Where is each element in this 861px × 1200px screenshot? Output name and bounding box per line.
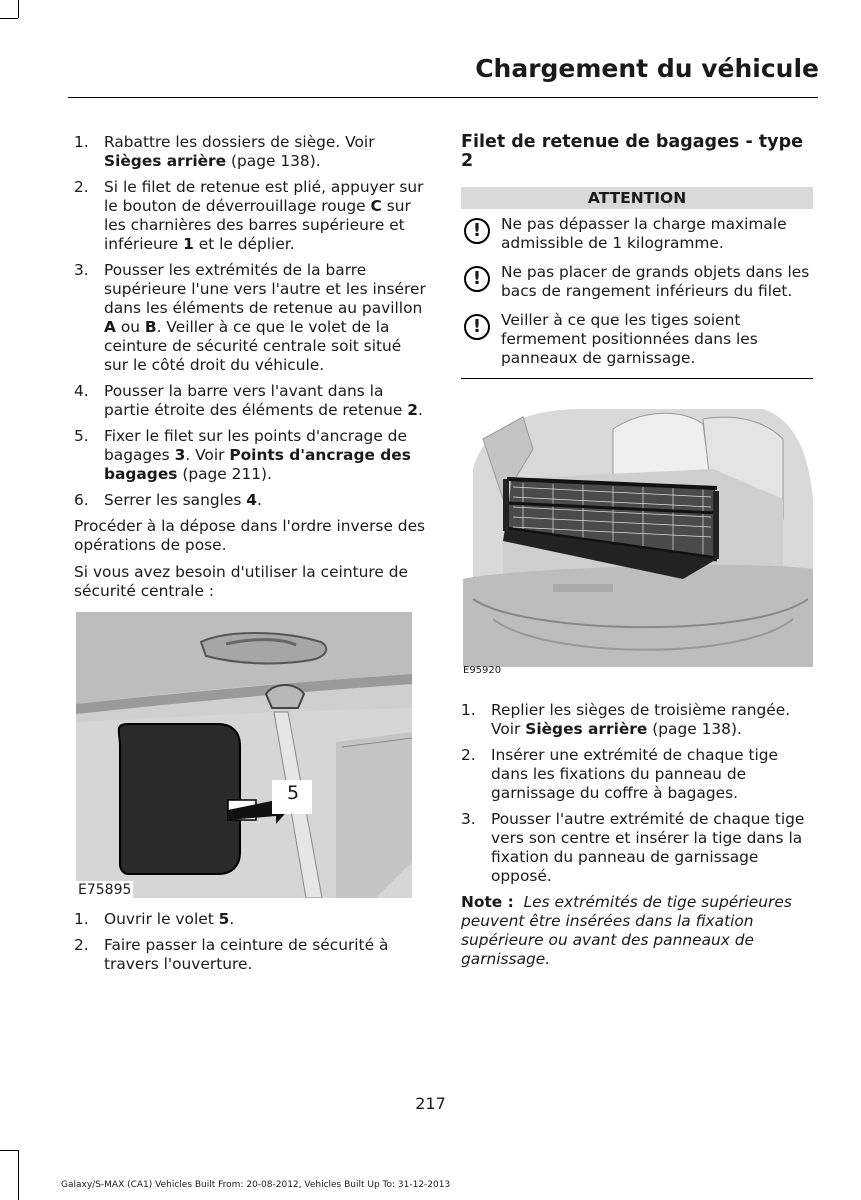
step-text-segment: . xyxy=(418,401,423,419)
attention-bar: ATTENTION xyxy=(461,187,813,209)
step-item xyxy=(74,261,426,375)
paragraph-center-belt: Si vous avez besoin d'utiliser la ceinture de sécurité centrale : xyxy=(74,563,408,600)
step-text-bold: 3 xyxy=(174,446,186,464)
crop-mark-top-left-h xyxy=(0,18,18,19)
step-number: 4. xyxy=(74,382,89,400)
step-text xyxy=(491,701,790,738)
warning-item xyxy=(461,215,813,253)
step-item xyxy=(74,427,426,484)
step-number: 2. xyxy=(74,178,89,196)
step-text-segment: et le déplier. xyxy=(193,235,295,253)
steps-list-belt xyxy=(74,910,426,974)
step-item xyxy=(74,178,426,254)
figure-luggage-net xyxy=(463,409,813,681)
step-number: 1. xyxy=(74,910,89,928)
step-text-segment: (page 138). xyxy=(647,720,742,738)
warning-text: Veiller à ce que les tiges soient fermement positionnées dans les panneaux de garnissage. xyxy=(501,311,758,367)
step-text xyxy=(491,746,778,802)
warning-item xyxy=(461,263,813,301)
step-text-segment: Si le filet de retenue est plié, appuyer sur le bouton de déverrouillage rouge xyxy=(104,178,424,215)
step-text-segment: ou xyxy=(115,318,145,336)
step-text-bold: A xyxy=(104,318,116,336)
crop-mark-top-left-v xyxy=(18,0,19,18)
step-text-segment: Faire passer la ceinture de sécurité à travers l'ouverture. xyxy=(104,936,389,973)
paragraph-removal: Procéder à la dépose dans l'ordre inverse des opérations de pose. xyxy=(74,517,426,554)
step-text xyxy=(104,261,426,374)
step-text-bold: 1 xyxy=(183,235,194,253)
step-text-segment: Fixer le filet sur les points d'ancrage de bagages xyxy=(104,427,407,464)
step-text-segment: (page 138). xyxy=(226,152,321,170)
attention-rule xyxy=(461,378,813,379)
warning-item xyxy=(461,311,813,368)
step-number: 6. xyxy=(74,491,89,509)
step-text-segment: sur les charnières des barres supérieure et inférieure xyxy=(104,197,411,253)
note-label: Note : xyxy=(461,893,514,911)
step-text xyxy=(104,133,375,170)
step-item xyxy=(74,910,426,929)
step-item xyxy=(74,491,426,510)
step-text xyxy=(104,910,234,928)
crop-mark-bottom-left-h xyxy=(0,1150,18,1151)
step-number: 3. xyxy=(74,261,89,279)
page-title: Chargement du véhicule xyxy=(475,54,819,83)
left-column xyxy=(74,133,426,981)
step-text-segment: . xyxy=(229,910,235,928)
note xyxy=(461,893,813,969)
step-text-segment: Insérer une extrémité de chaque tige dans les fixations du panneau de garnissage du coffre à bagages. xyxy=(491,746,779,802)
title-rule xyxy=(68,97,818,98)
step-number: 2. xyxy=(461,746,476,764)
luggage-net-illustration xyxy=(463,409,813,667)
step-item xyxy=(461,810,813,886)
step-text-bold: Sièges arrière xyxy=(104,152,227,170)
exclamation-circle-icon: ! xyxy=(464,266,490,292)
step-number: 3. xyxy=(461,810,476,828)
page-number: 217 xyxy=(415,1094,446,1113)
step-text-segment: Serrer les sangles xyxy=(104,491,247,509)
footer: Galaxy/S-MAX (CA1) Vehicles Built From: 20-08-2012, Vehicles Built Up To: 31-12-2013 xyxy=(61,1180,451,1190)
step-number: 2. xyxy=(74,936,89,954)
step-text-segment: Pousser la barre vers l'avant dans la partie étroite des éléments de retenue xyxy=(104,382,408,419)
callout-5: 5 xyxy=(287,782,300,804)
right-column xyxy=(461,133,813,977)
step-text-segment: Pousser l'autre extrémité de chaque tige vers son centre et insérer la tige dans la fixation du panneau de garnissage opposé. xyxy=(491,810,805,885)
warnings-list xyxy=(461,215,813,368)
crop-mark-bottom-left-v xyxy=(18,1150,19,1200)
step-text-segment: Pousser les extrémités de la barre supérieure l'une vers l'autre et les insérer dans les éléments de retenue au pavillon xyxy=(104,261,426,317)
warning-text: Ne pas placer de grands objets dans les bacs de rangement inférieurs du filet. xyxy=(501,263,810,300)
step-item xyxy=(74,133,426,171)
step-text-segment: Ouvrir le volet xyxy=(104,910,219,928)
step-item xyxy=(461,701,813,739)
figure-code: E95920 xyxy=(463,665,502,676)
section-heading: Filet de retenue de bagages - type 2 xyxy=(461,132,803,171)
steps-list-install xyxy=(74,133,426,510)
belt-flap-illustration xyxy=(76,612,412,898)
warning-text: Ne pas dépasser la charge maximale admissible de 1 kilogramme. xyxy=(501,215,787,252)
step-text xyxy=(104,178,424,253)
step-text-bold: 5 xyxy=(218,910,230,928)
exclamation-circle-icon: ! xyxy=(464,218,490,244)
step-text-bold: Sièges arrière xyxy=(525,720,648,738)
step-item xyxy=(74,936,426,974)
step-text-segment: . xyxy=(256,491,262,509)
step-number: 1. xyxy=(74,133,89,151)
step-text xyxy=(104,382,423,419)
step-text-segment: . Voir xyxy=(185,446,230,464)
step-text xyxy=(104,491,262,509)
figure-belt-flap xyxy=(76,612,412,898)
step-text-bold: Points d'ancrage des bagages xyxy=(104,446,411,483)
step-text-bold: C xyxy=(370,197,382,215)
step-number: 1. xyxy=(461,701,476,719)
step-text-segment: (page 211). xyxy=(177,465,272,483)
steps-list-net xyxy=(461,701,813,886)
step-text-segment: Replier les sièges de troisième rangée. Voir xyxy=(491,701,791,738)
step-text-bold: B xyxy=(144,318,157,336)
exclamation-circle-icon: ! xyxy=(464,314,490,340)
step-text-segment: . Veiller à ce que le volet de la ceinture de sécurité centrale soit situé sur le côté droit du véhicule. xyxy=(104,318,402,374)
step-text xyxy=(104,427,411,483)
step-text xyxy=(491,810,804,885)
step-item xyxy=(74,382,426,420)
step-text-bold: 4 xyxy=(246,491,257,509)
step-number: 5. xyxy=(74,427,89,445)
step-text xyxy=(104,936,388,973)
step-item xyxy=(461,746,813,803)
step-text-segment: Rabattre les dossiers de siège. Voir xyxy=(104,133,375,151)
figure-code: E75895 xyxy=(78,882,132,898)
step-text-bold: 2 xyxy=(407,401,418,419)
note-text: Les extrémités de tige supérieures peuvent être insérées dans la fixation supérieure ou avant des panneaux de garnissage. xyxy=(461,893,792,968)
